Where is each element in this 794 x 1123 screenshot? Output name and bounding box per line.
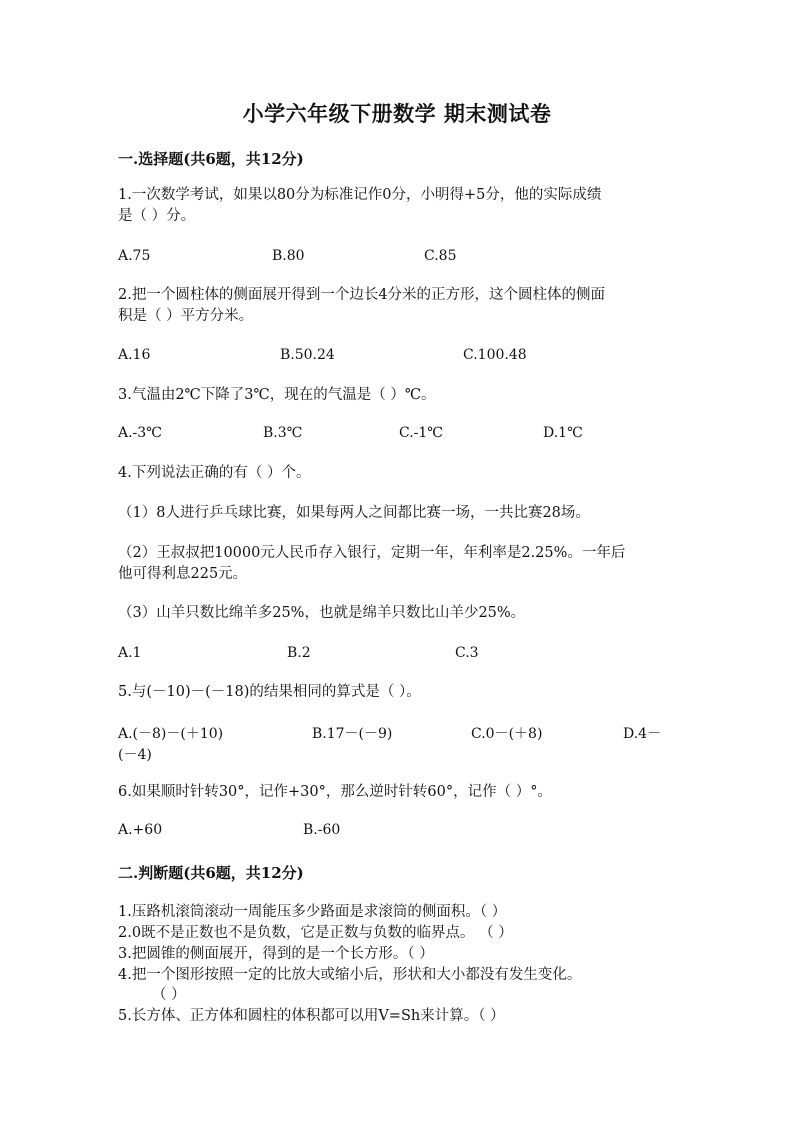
question-5-option-d-continued: (－4) bbox=[118, 747, 152, 763]
true-false-item-4-bracket: （ ） bbox=[152, 987, 186, 1003]
question-2-option-c: C.100.48 bbox=[463, 347, 527, 363]
true-false-item-2: 2.0既不是正数也不是负数，它是正数与负数的临界点。 （ ） bbox=[118, 925, 513, 941]
section-heading-true-false: 二.判断题(共6题，共12分) bbox=[118, 864, 304, 882]
true-false-item-4: 4.把一个图形按照一定的比放大或缩小后，形状和大小都没有发生变化。 bbox=[118, 967, 582, 983]
question-3-line-1: 3.气温由2℃下降了3℃，现在的气温是（ ）℃。 bbox=[118, 387, 436, 403]
question-4-statement-1: （1）8人进行乒乓球比赛，如果每两人之间都比赛一场，一共比赛28场。 bbox=[118, 505, 590, 521]
question-2-line-1: 2.把一个圆柱体的侧面展开得到一个边长4分米的正方形，这个圆柱体的侧面 bbox=[118, 287, 606, 303]
question-6-option-b: B.-60 bbox=[303, 822, 341, 838]
question-1-line-2: 是（ ）分。 bbox=[118, 208, 196, 224]
question-1-option-c: C.85 bbox=[424, 248, 457, 264]
question-5-option-a: A.(－8)－(＋10) bbox=[118, 726, 224, 742]
question-4-line-1: 4.下列说法正确的有（ ）个。 bbox=[118, 465, 311, 481]
question-1-option-b: B.80 bbox=[272, 248, 305, 264]
question-5-option-c: C.0－(＋8) bbox=[471, 726, 543, 742]
question-6-option-a: A.+60 bbox=[118, 822, 163, 838]
question-4-option-a: A.1 bbox=[118, 645, 142, 661]
question-4-option-c: C.3 bbox=[455, 645, 479, 661]
question-3-option-c: C.-1℃ bbox=[399, 425, 443, 441]
question-4-statement-2-line-1: （2）王叔叔把10000元人民币存入银行，定期一年，年利率是2.25%。一年后 bbox=[118, 545, 626, 561]
question-1-option-a: A.75 bbox=[118, 248, 151, 264]
section-heading-choice: 一.选择题(共6题，共12分) bbox=[118, 150, 304, 168]
question-4-statement-2-line-2: 他可得利息225元。 bbox=[118, 566, 248, 582]
question-3-option-a: A.-3℃ bbox=[118, 425, 162, 441]
question-2-option-b: B.50.24 bbox=[280, 347, 335, 363]
question-5-option-d: D.4－ bbox=[623, 726, 662, 742]
question-5-option-b: B.17－(－9) bbox=[312, 726, 393, 742]
true-false-item-5: 5.长方体、正方体和圆柱的体积都可以用V=Sh来计算。（ ） bbox=[118, 1008, 505, 1024]
question-2-option-a: A.16 bbox=[118, 347, 151, 363]
question-4-statement-3: （3）山羊只数比绵羊多25%，也就是绵羊只数比山羊少25%。 bbox=[118, 605, 526, 621]
question-3-option-d: D.1℃ bbox=[543, 425, 583, 441]
true-false-item-3: 3.把圆锥的侧面展开，得到的是一个长方形。（ ） bbox=[118, 946, 434, 962]
true-false-item-1: 1.压路机滚筒滚动一周能压多少路面是求滚筒的侧面积。（ ） bbox=[118, 904, 507, 920]
page-title: 小学六年级下册数学 期末测试卷 bbox=[242, 101, 552, 126]
question-5-line-1: 5.与(－10)－(－18)的结果相同的算式是（ ）。 bbox=[118, 684, 421, 700]
question-4-option-b: B.2 bbox=[287, 645, 311, 661]
question-3-option-b: B.3℃ bbox=[263, 425, 303, 441]
question-6-line-1: 6.如果顺时针转30°，记作+30°，那么逆时针转60°，记作（ ）°。 bbox=[118, 784, 552, 800]
question-2-line-2: 积是（ ）平方分米。 bbox=[118, 308, 254, 324]
question-1-line-1: 1.一次数学考试，如果以80分为标准记作0分，小明得+5分，他的实际成绩 bbox=[118, 187, 602, 203]
